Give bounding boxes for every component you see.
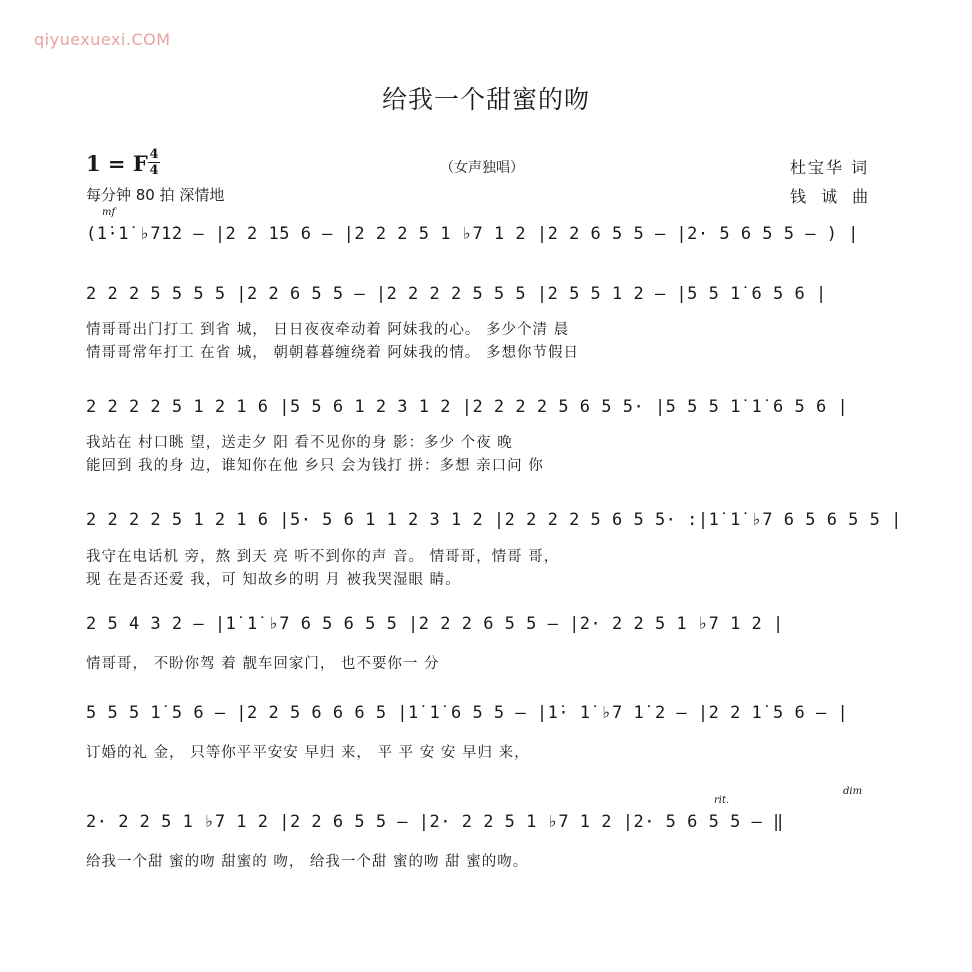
time-signature-bottom: 4 — [149, 163, 159, 178]
time-signature — [148, 148, 160, 177]
lyric-line: 现 在是否还爱 我，可 知故乡的明 月 被我哭湿眼 睛。 — [86, 572, 461, 588]
watermark: qiyuexuexi.COM — [34, 30, 171, 49]
dynamic-mf: mf — [102, 207, 116, 218]
lyricist-credit: 杜宝华 词 — [790, 158, 870, 177]
notation-line: 2 2 2 5 5 5 5 |2 2 6 5 5 — |2 2 2 2 5 5 5 |2 5 5 1 2 — |5 5 1̇ 6 5 6 | — [86, 284, 827, 304]
lyric-line: 我守在电话机 旁，熬 到天 亮 听不到你的声 音。 情哥哥，情哥 哥， — [86, 549, 560, 565]
notation-line: 2 2 2 2 5 1 2 1 6 |5· 5 6 1 1 2 3 1 2 |2 2 2 2 5 6 5 5· :|1̇ 1̇ ♭7 6 5 6 5 5 | — [86, 510, 902, 530]
tempo-rit: rit. — [714, 795, 730, 806]
notation-line: 2 5 4 3 2 — |1̇ 1̇ ♭7 6 5 6 5 5 |2 2 2 6 5 5 — |2· 2 2 5 1 ♭7 1 2 | — [86, 614, 784, 634]
lyric-line: 情哥哥出门打工 到省 城， 日日夜夜牵动着 阿妹我的心。 多少个清 晨 — [86, 322, 570, 338]
lyric-line: 订婚的礼 金， 只等你平平安安 早归 来， 平 平 安 安 早归 来， — [86, 745, 530, 761]
lyric-line: 我站在 村口眺 望，送走夕 阳 看不见你的身 影：多少 个夜 晚 — [86, 435, 513, 451]
performance-style: （女声独唱） — [440, 160, 524, 176]
notation-line: 2· 2 2 5 1 ♭7 1 2 |2 2 6 5 5 — |2· 2 2 5 1 ♭7 1 2 |2· 5 6 5 5 — ‖ — [86, 812, 784, 832]
song-title: 给我一个甜蜜的吻 — [381, 85, 590, 114]
lyric-line: 情哥哥， 不盼你驾 着 靓车回家门， 也不要你一 分 — [86, 656, 440, 672]
dynamic-dim: dim — [843, 786, 863, 797]
lyric-line: 情哥哥常年打工 在省 城， 朝朝暮暮缠绕着 阿妹我的情。 多想你节假日 — [86, 345, 580, 361]
notation-line: 5 5 5 1̇ 5 6 — |2 2 5 6 6 6 5 |1̇ 1̇ 6 5 5 — |1̇· 1̇ ♭7 1̇ 2 — |2 2 1̇ 5 6 — | — [86, 703, 849, 723]
tempo-marking: 每分钟 80 拍 深情地 — [86, 186, 225, 204]
composer-credit: 钱 诚 曲 — [790, 187, 874, 206]
lyric-line: 给我一个甜 蜜的吻 甜蜜的 吻， 给我一个甜 蜜的吻 甜 蜜的吻。 — [86, 854, 529, 870]
notation-line: 2 2 2 2 5 1 2 1 6 |5 5 6 1 2 3 1 2 |2 2 2 2 5 6 5 5· |5 5 5 1̇ 1̇ 6 5 6 | — [86, 397, 849, 417]
key-signature: 1 = F — [86, 151, 148, 176]
time-signature-top: 4 — [149, 147, 159, 162]
notation-line: (1̇·1̇ ♭71̇2 — |2 2 1̇5 6 — |2 2 2 5 1 ♭7 1 2 |2 2 6 5 5 — |2· 5 6 5 5 — ) | — [86, 224, 859, 244]
lyric-line: 能回到 我的身 边，谁知你在他 乡只 会为钱打 拼：多想 亲口问 你 — [86, 458, 544, 474]
